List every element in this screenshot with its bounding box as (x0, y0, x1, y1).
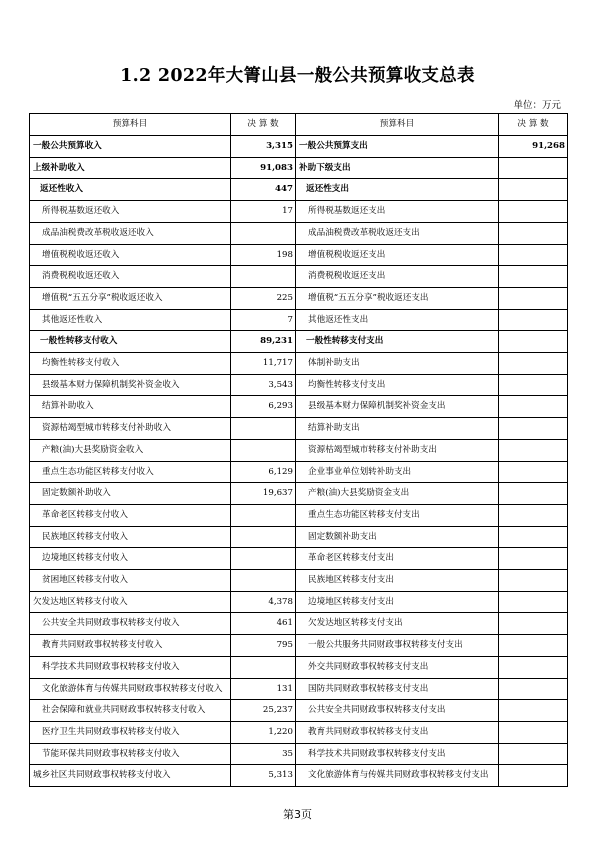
header-budget-item-left: 预算科目 (30, 114, 231, 136)
table-title: 1.2 2022年大箐山县一般公共预算收支总表 (120, 66, 475, 86)
table-row (30, 635, 568, 657)
expenditure-item-cell: 公共安全共同财政事权转移支付支出 (296, 700, 499, 722)
revenue-item-cell: 所得税基数返还收入 (30, 201, 231, 223)
table-row (30, 374, 568, 396)
expenditure-amount-cell (499, 504, 568, 526)
expenditure-amount-cell (499, 570, 568, 592)
expenditure-amount-cell (499, 179, 568, 201)
expenditure-amount-cell (499, 591, 568, 613)
revenue-amount-cell (231, 570, 296, 592)
revenue-item-cell: 公共安全共同财政事权转移支付收入 (30, 613, 231, 635)
revenue-amount-cell: 17 (231, 201, 296, 223)
expenditure-item-cell: 消费税税收返还支出 (296, 266, 499, 288)
expenditure-amount-cell (499, 721, 568, 743)
revenue-amount-cell: 198 (231, 244, 296, 266)
revenue-amount-cell: 25,237 (231, 700, 296, 722)
table-row (30, 721, 568, 743)
expenditure-item-cell: 返还性支出 (296, 179, 499, 201)
table-row (30, 418, 568, 440)
expenditure-amount-cell (499, 374, 568, 396)
expenditure-item-cell: 边境地区转移支付支出 (296, 591, 499, 613)
table-row (30, 765, 568, 787)
table-row (30, 157, 568, 179)
revenue-item-cell: 教育共同财政事权转移支付收入 (30, 635, 231, 657)
expenditure-amount-cell (499, 157, 568, 179)
revenue-amount-cell (231, 504, 296, 526)
revenue-item-cell: 结算补助收入 (30, 396, 231, 418)
expenditure-amount-cell (499, 548, 568, 570)
expenditure-amount-cell (499, 222, 568, 244)
expenditure-item-cell: 县级基本财力保障机制奖补资金支出 (296, 396, 499, 418)
revenue-item-cell: 节能环保共同财政事权转移支付收入 (30, 743, 231, 765)
revenue-amount-cell: 91,083 (231, 157, 296, 179)
expenditure-item-cell: 国防共同财政事权转移支付支出 (296, 678, 499, 700)
revenue-amount-cell (231, 266, 296, 288)
page-number: 第3页 (283, 808, 312, 821)
revenue-item-cell: 城乡社区共同财政事权转移支付收入 (30, 765, 231, 787)
expenditure-amount-cell (499, 483, 568, 505)
expenditure-item-cell: 外交共同财政事权转移支付支出 (296, 656, 499, 678)
revenue-amount-cell: 447 (231, 179, 296, 201)
revenue-amount-cell: 131 (231, 678, 296, 700)
revenue-amount-cell (231, 526, 296, 548)
revenue-amount-cell: 5,313 (231, 765, 296, 787)
table-row (30, 656, 568, 678)
expenditure-amount-cell (499, 266, 568, 288)
table-row (30, 570, 568, 592)
revenue-item-cell: 增值税“五五分享”税收返还收入 (30, 287, 231, 309)
table-row (30, 309, 568, 331)
expenditure-item-cell: 民族地区转移支付支出 (296, 570, 499, 592)
expenditure-item-cell: 欠发达地区转移支付支出 (296, 613, 499, 635)
revenue-item-cell: 贫困地区转移支付收入 (30, 570, 231, 592)
revenue-amount-cell: 461 (231, 613, 296, 635)
table-row (30, 136, 568, 158)
expenditure-item-cell: 结算补助支出 (296, 418, 499, 440)
expenditure-amount-cell (499, 656, 568, 678)
revenue-amount-cell (231, 418, 296, 440)
revenue-amount-cell: 3,543 (231, 374, 296, 396)
expenditure-amount-cell: 91,268 (499, 136, 568, 158)
expenditure-item-cell: 体制补助支出 (296, 353, 499, 375)
expenditure-amount-cell (499, 765, 568, 787)
revenue-item-cell: 文化旅游体育与传媒共同财政事权转移支付收入 (30, 678, 231, 700)
expenditure-amount-cell (499, 244, 568, 266)
expenditure-item-cell: 革命老区转移支付支出 (296, 548, 499, 570)
expenditure-item-cell: 增值税税收返还支出 (296, 244, 499, 266)
revenue-amount-cell: 795 (231, 635, 296, 657)
expenditure-item-cell: 补助下级支出 (296, 157, 499, 179)
header-budget-item-right: 预算科目 (296, 114, 499, 136)
expenditure-item-cell: 固定数额补助支出 (296, 526, 499, 548)
revenue-amount-cell: 1,220 (231, 721, 296, 743)
expenditure-amount-cell (499, 700, 568, 722)
expenditure-item-cell: 资源枯竭型城市转移支付补助支出 (296, 439, 499, 461)
expenditure-item-cell: 企业事业单位划转补助支出 (296, 461, 499, 483)
expenditure-item-cell: 一般公共预算支出 (296, 136, 499, 158)
revenue-item-cell: 成品油税费改革税收返还收入 (30, 222, 231, 244)
revenue-item-cell: 上级补助收入 (30, 157, 231, 179)
table-row (30, 201, 568, 223)
revenue-amount-cell: 6,293 (231, 396, 296, 418)
revenue-amount-cell: 225 (231, 287, 296, 309)
expenditure-amount-cell (499, 353, 568, 375)
table-row (30, 461, 568, 483)
revenue-amount-cell: 4,378 (231, 591, 296, 613)
revenue-item-cell: 民族地区转移支付收入 (30, 526, 231, 548)
unit-label: 单位：万元 (513, 100, 561, 111)
expenditure-amount-cell (499, 396, 568, 418)
revenue-amount-cell: 11,717 (231, 353, 296, 375)
header-final-amount-left: 决 算 数 (231, 114, 296, 136)
revenue-amount-cell: 6,129 (231, 461, 296, 483)
expenditure-amount-cell (499, 743, 568, 765)
revenue-item-cell: 一般公共预算收入 (30, 136, 231, 158)
expenditure-item-cell: 重点生态功能区转移支付支出 (296, 504, 499, 526)
expenditure-item-cell: 所得税基数返还支出 (296, 201, 499, 223)
expenditure-amount-cell (499, 526, 568, 548)
revenue-item-cell: 其他返还性收入 (30, 309, 231, 331)
revenue-item-cell: 增值税税收返还收入 (30, 244, 231, 266)
table-row (30, 678, 568, 700)
revenue-item-cell: 社会保障和就业共同财政事权转移支付收入 (30, 700, 231, 722)
expenditure-item-cell: 均衡性转移支付支出 (296, 374, 499, 396)
revenue-item-cell: 产粮(油)大县奖励资金收入 (30, 439, 231, 461)
revenue-item-cell: 革命老区转移支付收入 (30, 504, 231, 526)
revenue-amount-cell: 35 (231, 743, 296, 765)
revenue-item-cell: 均衡性转移支付收入 (30, 353, 231, 375)
table-row (30, 439, 568, 461)
table-row (30, 331, 568, 353)
table-row (30, 743, 568, 765)
revenue-amount-cell (231, 548, 296, 570)
revenue-item-cell: 欠发达地区转移支付收入 (30, 591, 231, 613)
expenditure-amount-cell (499, 201, 568, 223)
table-header-row (30, 114, 568, 136)
table-row (30, 613, 568, 635)
table-row (30, 396, 568, 418)
table-row (30, 244, 568, 266)
expenditure-amount-cell (499, 439, 568, 461)
expenditure-item-cell: 增值税“五五分享”税收返还支出 (296, 287, 499, 309)
revenue-item-cell: 边境地区转移支付收入 (30, 548, 231, 570)
expenditure-item-cell: 一般性转移支付支出 (296, 331, 499, 353)
table-row (30, 700, 568, 722)
revenue-amount-cell (231, 222, 296, 244)
expenditure-amount-cell (499, 461, 568, 483)
expenditure-amount-cell (499, 613, 568, 635)
revenue-item-cell: 资源枯竭型城市转移支付补助收入 (30, 418, 231, 440)
expenditure-item-cell: 产粮(油)大县奖励资金支出 (296, 483, 499, 505)
expenditure-amount-cell (499, 418, 568, 440)
revenue-item-cell: 返还性收入 (30, 179, 231, 201)
revenue-item-cell: 科学技术共同财政事权转移支付收入 (30, 656, 231, 678)
expenditure-item-cell: 成品油税费改革税收返还支出 (296, 222, 499, 244)
budget-table (29, 113, 568, 787)
header-final-amount-right: 决 算 数 (499, 114, 568, 136)
revenue-item-cell: 固定数额补助收入 (30, 483, 231, 505)
expenditure-item-cell: 文化旅游体育与传媒共同财政事权转移支付支出 (296, 765, 499, 787)
expenditure-amount-cell (499, 635, 568, 657)
table-body (30, 136, 568, 787)
revenue-amount-cell: 89,231 (231, 331, 296, 353)
expenditure-item-cell: 教育共同财政事权转移支付支出 (296, 721, 499, 743)
table-row (30, 266, 568, 288)
table-row (30, 591, 568, 613)
expenditure-amount-cell (499, 309, 568, 331)
expenditure-item-cell: 科学技术共同财政事权转移支付支出 (296, 743, 499, 765)
table-row (30, 179, 568, 201)
table-row (30, 504, 568, 526)
revenue-item-cell: 消费税税收返还收入 (30, 266, 231, 288)
revenue-amount-cell: 7 (231, 309, 296, 331)
revenue-item-cell: 重点生态功能区转移支付收入 (30, 461, 231, 483)
expenditure-item-cell: 其他返还性支出 (296, 309, 499, 331)
revenue-amount-cell (231, 439, 296, 461)
expenditure-amount-cell (499, 678, 568, 700)
revenue-item-cell: 县级基本财力保障机制奖补资金收入 (30, 374, 231, 396)
expenditure-amount-cell (499, 331, 568, 353)
table-row (30, 526, 568, 548)
expenditure-item-cell: 一般公共服务共同财政事权转移支付支出 (296, 635, 499, 657)
table-row (30, 222, 568, 244)
table-row (30, 353, 568, 375)
revenue-amount-cell (231, 656, 296, 678)
table-row (30, 287, 568, 309)
revenue-amount-cell: 19,637 (231, 483, 296, 505)
revenue-item-cell: 医疗卫生共同财政事权转移支付收入 (30, 721, 231, 743)
revenue-item-cell: 一般性转移支付收入 (30, 331, 231, 353)
table-row (30, 548, 568, 570)
revenue-amount-cell: 3,315 (231, 136, 296, 158)
expenditure-amount-cell (499, 287, 568, 309)
table-row (30, 483, 568, 505)
